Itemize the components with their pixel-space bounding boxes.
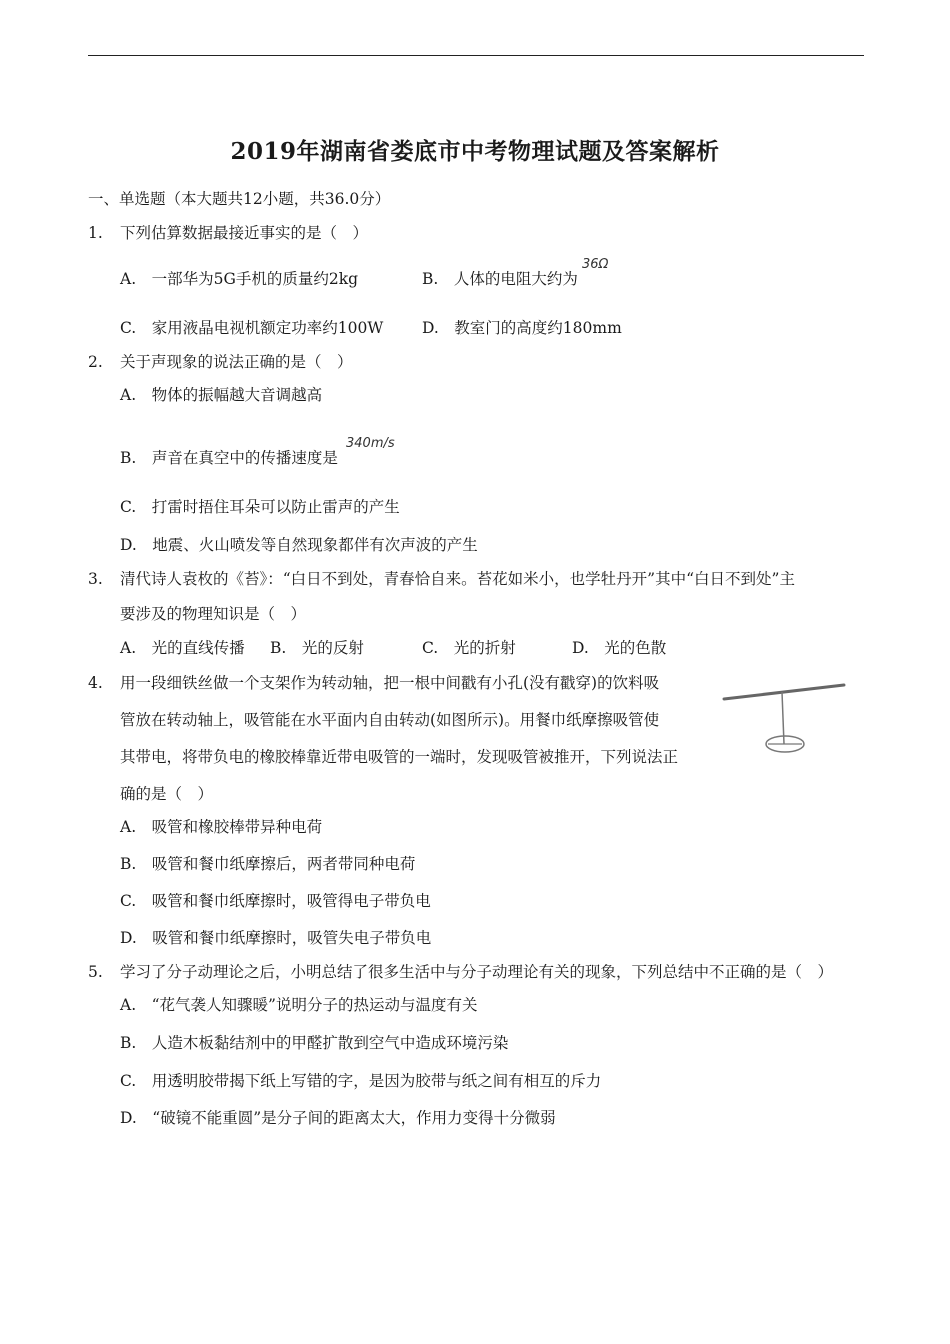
q4-option-b: B. 吸管和餐巾纸摩擦后，两者带同种电荷 xyxy=(120,855,416,873)
q3-option-a: A. 光的直线传播 xyxy=(120,639,245,657)
q5-option-b: B. 人造木板黏结剂中的甲醛扩散到空气中造成环境污染 xyxy=(120,1034,509,1052)
q5-option-a: A. “花气袭人知骤暖”说明分子的热运动与温度有关 xyxy=(120,996,478,1014)
page-title: 2019年湖南省娄底市中考物理试题及答案解析 xyxy=(230,138,720,165)
q1-option-b-formula: 36Ω xyxy=(582,257,609,272)
q4-option-d: D. 吸管和餐巾纸摩擦时，吸管失电子带负电 xyxy=(120,929,432,947)
q4-stem-line2: 管放在转动轴上，吸管能在水平面内自由转动(如图所示)。用餐巾纸摩擦吸管使 xyxy=(120,711,660,729)
q3-option-d: D. 光的色散 xyxy=(572,639,667,657)
q5-stem: 学习了分子动理论之后，小明总结了很多生活中与分子动理论有关的现象，下列总结中不正确的是（ ） xyxy=(120,963,834,981)
q5-option-d: D. “破镜不能重圆”是分子间的距离太大，作用力变得十分微弱 xyxy=(120,1109,556,1127)
q3-option-c: C. 光的折射 xyxy=(422,639,516,657)
straw-on-stand-figure xyxy=(720,678,850,758)
q2-stem: 关于声现象的说法正确的是（ ） xyxy=(120,353,353,371)
q1-option-a: A. 一部华为5G手机的质量约2kg xyxy=(120,270,359,288)
q4-option-a: A. 吸管和橡胶棒带异种电荷 xyxy=(120,818,323,836)
q5-number: 5. xyxy=(88,963,103,981)
q1-option-c: C. 家用液晶电视机额定功率约100W xyxy=(120,319,384,337)
q3-number: 3. xyxy=(88,570,103,588)
q3-stem-line1: 清代诗人袁枚的《苔》：“白日不到处，青春恰自来。苔花如米小，也学牡丹开”其中“白日不到处”主 xyxy=(120,570,795,588)
q2-number: 2. xyxy=(88,353,103,371)
q2-option-c: C. 打雷时捂住耳朵可以防止雷声的产生 xyxy=(120,498,400,516)
q2-option-d: D. 地震、火山喷发等自然现象都伴有次声波的产生 xyxy=(120,536,478,554)
straw xyxy=(724,685,844,699)
q5-option-c: C. 用透明胶带揭下纸上写错的字，是因为胶带与纸之间有相互的斥力 xyxy=(120,1072,602,1090)
section-heading: 一、单选题（本大题共12小题，共36.0分） xyxy=(88,190,391,208)
q1-stem: 下列估算数据最接近事实的是（ ） xyxy=(120,224,369,242)
q4-number: 4. xyxy=(88,674,103,692)
header-rule xyxy=(88,55,864,56)
q2-option-b: B. 声音在真空中的传播速度是 xyxy=(120,449,338,467)
q4-stem-line4: 确的是（ ） xyxy=(120,785,214,803)
q1-option-b: B. 人体的电阻大约为 xyxy=(422,270,578,288)
q4-option-c: C. 吸管和餐巾纸摩擦时，吸管得电子带负电 xyxy=(120,892,431,910)
q2-option-a: A. 物体的振幅越大音调越高 xyxy=(120,386,323,404)
q2-option-b-formula: 340m/s xyxy=(346,436,395,451)
q4-stem-line1: 用一段细铁丝做一个支架作为转动轴，把一根中间戳有小孔(没有戳穿)的饮料吸 xyxy=(120,674,660,692)
q1-number: 1. xyxy=(88,224,103,242)
q3-option-b: B. 光的反射 xyxy=(270,639,364,657)
q1-option-d: D. 教室门的高度约180mm xyxy=(422,319,622,337)
q3-stem-line2: 要涉及的物理知识是（ ） xyxy=(120,605,307,623)
q4-stem-line3: 其带电，将带负电的橡胶棒靠近带电吸管的一端时，发现吸管被推开，下列说法正 xyxy=(120,748,679,766)
